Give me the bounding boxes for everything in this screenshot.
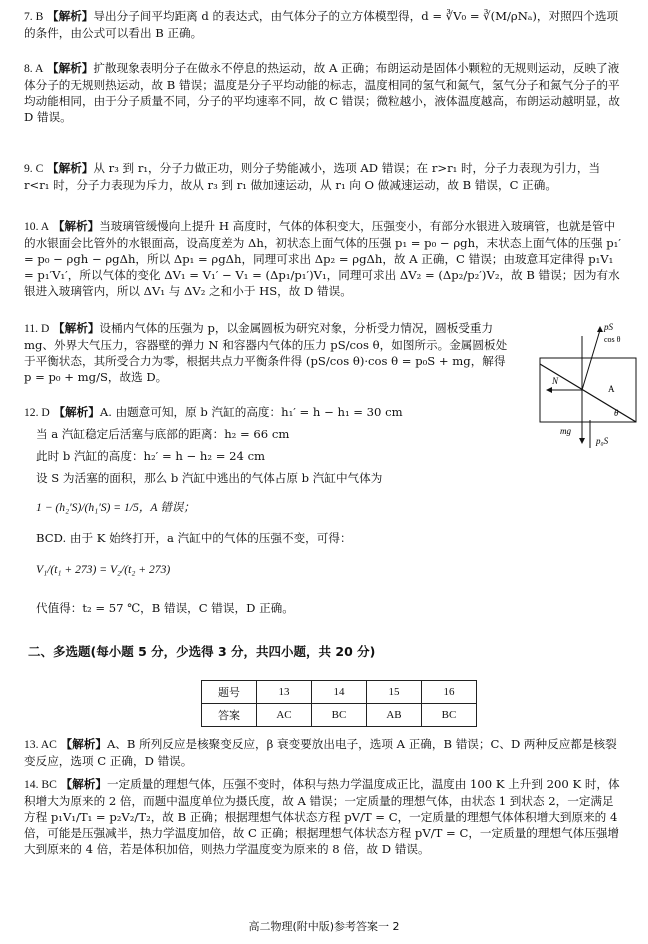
q12-line-6: V₁/(t₁ + 273) = V₂/(t₂ + 273) [36,563,171,576]
answer-item-11: 11. D 【解析】设桶内气体的压强为 p，以金属圆板为研究对象，分析受力情况，圆板受重力 mg、外界大气压力，容器壁的弹力 N 和容器内气体的压力 pS/cos θ，如图所示。金属圆板处于平衡状态，其所受合力为零，根据共点力平衡条件得 (pS/cos θ)·cos θ = p₀S + mg，解得 p = p₀ + mg/S，故选 D。 [24,321,508,384]
q12-line-5: BCD. 由于 K 始终打开，a 汽缸中的气体的压强不变，可得： [36,531,352,545]
table-cell: 13 [257,681,312,704]
answer-item-10: 10. A 【解析】当玻璃管缓慢向上提升 H 高度时，气体的体积变大，压强变小，有部分水银进入玻璃管，也就是管中的水银面会比管外的水银面高，设高度差为 Δh，初状态上面气体的压强 p₁ = p₀ − ρgh，末状态上面气体的压强 p₁′ = p₀ − ρgh − ρgΔh，所以 Δp₁ = ρgΔh，同理可求出 Δp₂ = ρgΔh，故 A 正确，C 错误；由玻意耳定律得 p₁V₁ = p₁′V₁′，所以气体的变化 ΔV₁ = V₁′ − V₁ = (Δp₁/p₁′)V₁，同理可求出 ΔV₂ = (Δp₂/p₂′)V₂，故 B 错误；因为有水银进入玻璃管内，所以 ΔV₁ 与 ΔV₂ 之和小于 HS，故 D 错误。 [24,219,621,298]
label-a: A [608,384,615,394]
normal-force-arrowhead [546,387,552,393]
table-cell: 15 [367,681,422,704]
q12-line-4: 1 − (h₂′S)/(h₁′S) = 1/5，A 错误； [36,501,195,514]
table-answer-label: 答案 [202,704,257,727]
q12-line-2: 此时 b 汽缸的高度：h₂′ = h − h₂ = 24 cm [36,449,266,463]
table-cell: AB [367,704,422,727]
answer-item-14: 14. BC 【解析】一定质量的理想气体，压强不变时，体积与热力学温度成正比，温度由 100 K 上升到 200 K 时，体积增大为原来的 2 倍，而题中温度单位为摄氏度，故 A 错误；一定质量的理想气体，由状态 1 到状态 2，一定满足方程 p₁V₁/T₁ = p₂V₂/T₂，故 B 正确；根据理想气体状态方程 pV/T = C，一定质量的理想气体体积增大到原来的 4 倍，可能是压强减半，热力学温度加倍，故 C 正确；根据理想气体状态方程 pV/T = C，一定质量的理想气体压强增大到原来的 4 倍，若是体积加倍，则热力学温度变为原来的 8 倍，故 D 错误。 [24,777,620,856]
answer-table [201,680,477,727]
label-theta: θ [614,408,619,418]
label-ps: pS [604,322,613,332]
table-cell: BC [312,704,367,727]
answer-item-9: 9. C 【解析】从 r₃ 到 r₁，分子力做正功，则分子势能减小，选项 AD 错误；在 r>r₁ 时，分子力表现为引力，当 r<r₁ 时，分子力表现为斥力，故从 r₃ 到 r₁ 做加速运动，从 r₁ 向 O 做减速运动，故 B 错误，C 正确。 [24,161,601,192]
page-footer: 高二物理(附中版)参考答案一 2 [248,920,400,933]
label-cos: cos θ [604,335,621,344]
table-row [202,681,477,704]
q12-line-3: 设 S 为活塞的面积，那么 b 汽缸中逃出的气体占原 b 汽缸中气体为 [36,471,383,485]
answer-item-13: 13. AC 【解析】A、B 所列反应是核聚变反应，β 衰变要放出电子，选项 A 正确，B 错误；C、D 两种反应都是核裂变反应，选项 C 正确，D 错误。 [24,737,617,768]
label-n: N [552,376,559,386]
table-row [202,704,477,727]
table-cell: AC [257,704,312,727]
table-cell: 16 [422,681,477,704]
answer-item-12: 12. D 【解析】A. 由题意可知，原 b 汽缸的高度：h₁′ = h − h₁ = 30 cm [24,405,403,419]
table-cell: 14 [312,681,367,704]
section-multiple-choice: 二、多选题(每小题 5 分，少选得 3 分，共四小题，共 20 分) [28,644,376,659]
q12-line-7: 代值得：t₂ = 57 ℃，B 错误，C 错误，D 正确。 [36,601,294,615]
label-p0s: p₀S [596,436,609,446]
q12-line-1: 当 a 汽缸稳定后活塞与底部的距离：h₂ = 66 cm [36,427,290,441]
gas-force-arrowhead [597,326,603,332]
table-header-label: 题号 [202,681,257,704]
label-mg: mg [560,426,571,436]
answer-item-8: 8. A 【解析】扩散现象表明分子在做永不停息的热运动，故 A 正确；布朗运动是固体小颗粒的无规则运动，反映了液体分子的无规则热运动，故 B 错误；温度是分子平均动能的标志，温度相同的氢气和氮气，氢气分子和氮气分子的平均动能相同，由于分子质量不同，分子的平均速率不同，故 C 错误；微粒越小，液体温度越高，布朗运动越明显，故 D 错误。 [24,61,620,124]
gas-force-arrow [582,330,600,390]
answer-item-7: 7. B 【解析】导出分子间平均距离 d 的表达式，由气体分子的立方体模型得，d = ∛V₀ = ∛(M/ρNₐ)，对照四个选项的条件，由公式可以看出 B 正确。 [24,9,619,40]
table-cell: BC [422,704,477,727]
